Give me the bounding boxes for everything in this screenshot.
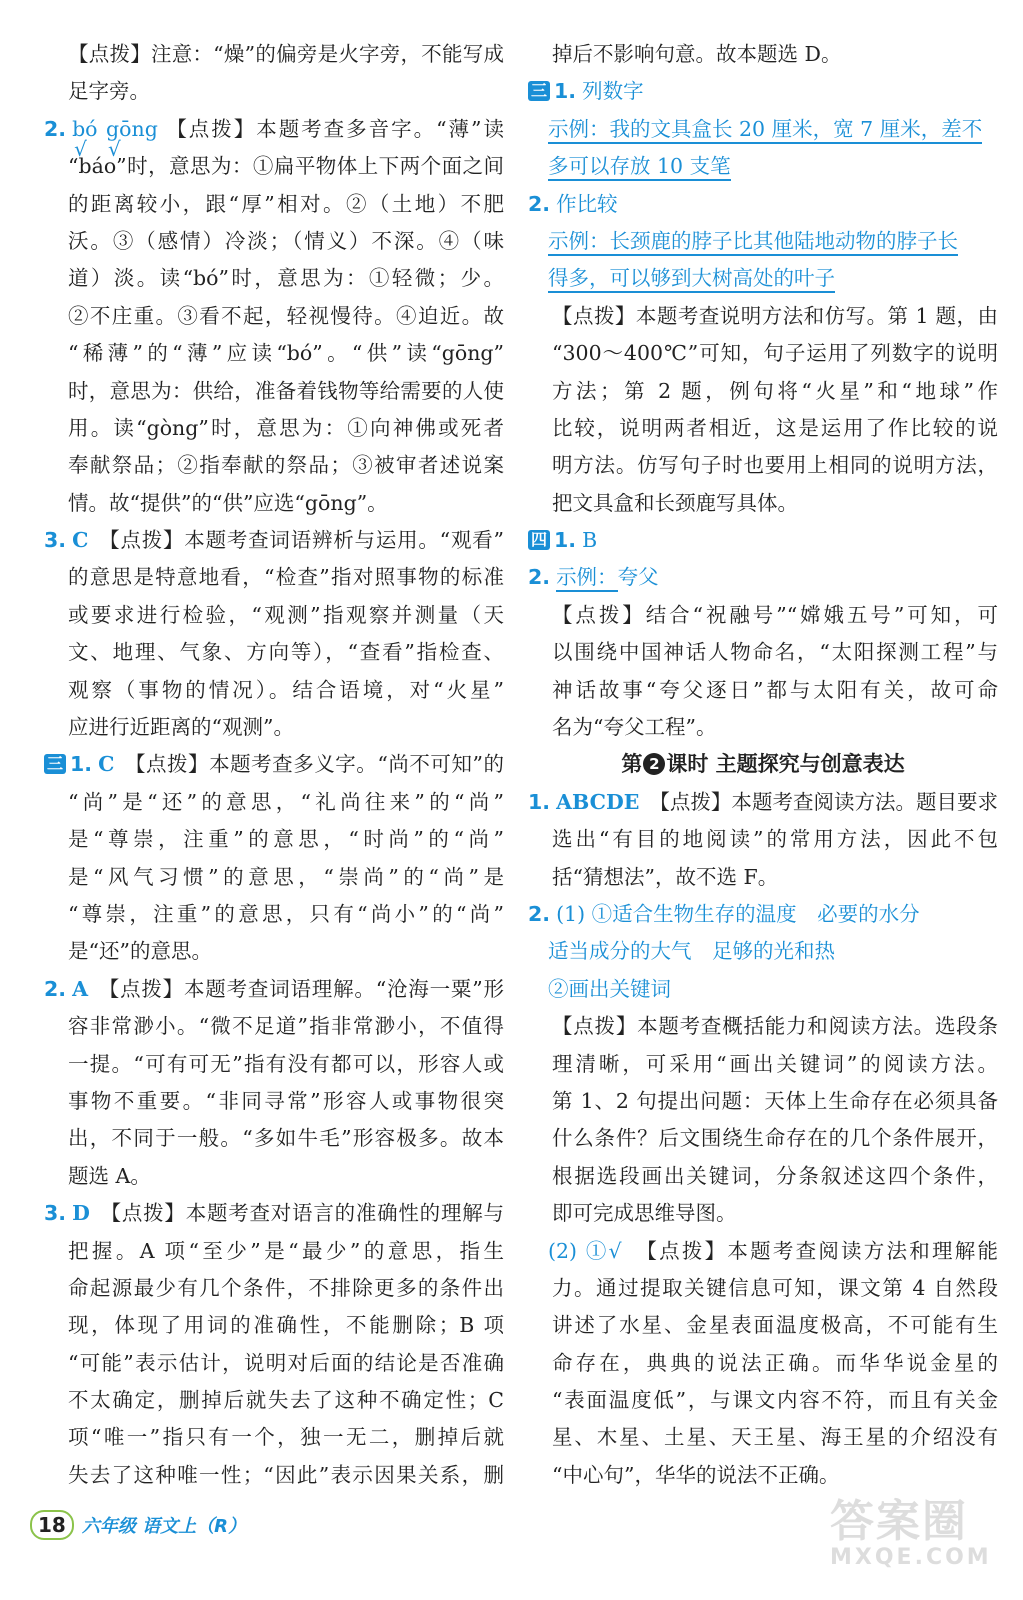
- explanation-text: 理清晰，可采用“画出关键词”的阅读方法。: [552, 1051, 998, 1076]
- answer-text: B: [582, 528, 598, 553]
- text-line: [44, 1195, 504, 1232]
- text-line: [528, 373, 998, 410]
- pinyin-answer: bó √: [72, 111, 97, 148]
- page-number: 18: [30, 1510, 74, 1540]
- explanation-text: “báo”时，意思为：①扁平物体上下两个面之间: [68, 154, 504, 179]
- explanation-text: 即可完成思维导图。: [552, 1201, 737, 1226]
- question-number: 2.: [528, 565, 551, 590]
- text-line: [44, 410, 504, 447]
- text-line: [528, 1195, 998, 1232]
- text-line: [528, 335, 998, 372]
- explanation-text: 命存在，典典的说法正确。而华华说金星的: [552, 1350, 998, 1375]
- text-line: [528, 260, 998, 297]
- text-line: [528, 933, 998, 970]
- explanation-text: 选出“有目的地阅读”的常用方法，因此不包: [552, 827, 998, 852]
- answer-text: ②画出关键词: [548, 976, 671, 1001]
- explanation-text: 方法；第 2 题，例句将“火星”和“地球”作: [552, 378, 998, 403]
- answer-choice: C: [72, 528, 89, 553]
- text-line: [44, 709, 504, 746]
- answer-choice: ABCDE: [556, 789, 640, 814]
- text-line: [44, 1307, 504, 1344]
- text-line: [528, 1120, 998, 1157]
- explanation-text: 【点拨】本题考查多义字。“尚不可知”的: [124, 752, 504, 777]
- text-line: [528, 634, 998, 671]
- explanation-text: 【点拨】本题考查对语言的准确性的理解与: [99, 1201, 504, 1226]
- text-line: [528, 859, 998, 896]
- text-line: [528, 73, 998, 110]
- text-line: [528, 821, 998, 858]
- text-line: [44, 1345, 504, 1382]
- question-number: 3.: [44, 528, 67, 553]
- text-line: [44, 1270, 504, 1307]
- text-line: [528, 784, 998, 821]
- explanation-text: 讲述了水星、金星表面温度极高，不可能有生: [552, 1313, 998, 1338]
- answer-choice: C: [98, 752, 115, 777]
- text-line: [528, 1382, 998, 1419]
- question-number: 2.: [528, 191, 551, 216]
- text-line: [44, 896, 504, 933]
- explanation-text: 应进行近距离的“观测”。: [68, 715, 294, 740]
- page-footer: [30, 1510, 246, 1540]
- text-line: [44, 73, 504, 110]
- text-line: [44, 821, 504, 858]
- text-line: [44, 1120, 504, 1157]
- explanation-text: 【点拨】本题考查说明方法和仿写。第 1 题，由: [552, 303, 998, 328]
- text-line: [528, 896, 998, 933]
- text-line: [528, 1233, 998, 1270]
- text-line: [44, 148, 504, 185]
- question-number: 2.: [44, 116, 67, 141]
- answer-text: 适当成分的大气 足够的光和热: [548, 939, 835, 964]
- example-label: 示例：: [548, 117, 610, 144]
- text-line: [528, 485, 998, 522]
- text-line: [44, 859, 504, 896]
- check-mark-icon: √: [108, 136, 121, 161]
- explanation-text: 事物不重要。“非同寻常”形容人或事物很突: [68, 1088, 504, 1113]
- text-line: [44, 335, 504, 372]
- check-mark-icon: √: [74, 136, 87, 161]
- explanation-text: 第 1、2 句提出问题：天体上生命存在必须具备: [552, 1088, 998, 1113]
- explanation-text: 【点拨】本题考查阅读方法。题目要求: [649, 789, 998, 814]
- explanation-text: 容非常渺小。“微不足道”指非常渺小，不值得: [68, 1014, 504, 1039]
- text-line: [44, 485, 504, 522]
- example-label: 示例：: [548, 229, 610, 256]
- explanation-text: 名为“夸父工程”。: [552, 715, 717, 740]
- text-line: [528, 1158, 998, 1195]
- explanation-text: 现，体现了用词的准确性，不能删除；B 项: [68, 1313, 504, 1338]
- explanation-text: 用。读“gòng”时，意思为：①向神佛或死者: [68, 415, 504, 440]
- text-line: [44, 111, 504, 161]
- explanation-text: 明方法。仿写句子时也要用上相同的说明方法，: [552, 453, 998, 478]
- explanation-text: 【点拨】本题考查词语理解。“沧海一粟”形: [97, 976, 504, 1001]
- question-number: 1.: [528, 789, 551, 814]
- text-line: [44, 1158, 504, 1195]
- text-line: [44, 1382, 504, 1419]
- question-number: 2.: [528, 901, 551, 926]
- text-line: [528, 522, 998, 559]
- lesson-title: 课时 主题探究与创意表达: [666, 752, 905, 777]
- text-line: [44, 447, 504, 484]
- question-number: 1.: [554, 528, 577, 553]
- text-line: [528, 559, 998, 596]
- answer-text: 长颈鹿的脖子比其他陆地动物的脖子长: [610, 229, 959, 256]
- explanation-text: 的距离较小，跟“厚”相对。②（土地）不肥: [68, 191, 504, 216]
- text-line: [44, 672, 504, 709]
- text-line: [44, 1046, 504, 1083]
- text-line: [528, 1345, 998, 1382]
- section-badge: 四: [528, 530, 550, 550]
- sub-question-number: (1): [556, 901, 592, 926]
- lesson-number-badge: 2: [643, 753, 665, 775]
- explanation-text: 题选 A。: [68, 1163, 151, 1188]
- text-line: [528, 1419, 998, 1456]
- text-line: [528, 709, 998, 746]
- explanation-text: 或要求进行检验，“观测”指观察并测量（天: [68, 602, 504, 627]
- answer-text: ①√: [585, 1238, 622, 1263]
- text-line: [44, 260, 504, 297]
- explanation-text: “稀薄”的“薄”应读“bó”。“供”读“gōng”: [68, 341, 504, 366]
- explanation-text: 【点拨】本题考查阅读方法和理解能: [646, 1238, 999, 1263]
- text-line: [44, 373, 504, 410]
- sub-question-number: (2): [548, 1238, 586, 1263]
- question-number: 1.: [70, 752, 93, 777]
- answer-text: 夸父: [617, 565, 659, 590]
- explanation-text: “可能”表示估计，说明对后面的结论是否准确: [68, 1350, 504, 1375]
- text-line: [44, 1457, 504, 1494]
- text-line: [44, 784, 504, 821]
- text-line: [44, 746, 504, 783]
- answer-text: 我的文具盒长 20 厘米，宽 7 厘米，差不: [610, 117, 983, 144]
- text-line: [44, 559, 504, 596]
- watermark-text: 答案圈: [830, 1496, 968, 1547]
- explanation-text: 失去了这种唯一性；“因此”表示因果关系，删: [68, 1462, 504, 1487]
- explanation-text: 出，不同于一般。“多如牛毛”形容极多。故本: [68, 1126, 504, 1151]
- answer-choice: D: [72, 1201, 90, 1226]
- explanation-text: 【点拨】结合“祝融号”“嫦娥五号”可知，可: [552, 602, 998, 627]
- explanation-text: 根据选段画出关键词，分条叙述这四个条件，: [552, 1163, 998, 1188]
- text-line: [528, 410, 998, 447]
- explanation-text: 是“还”的意思。: [68, 939, 212, 964]
- explanation-text: “中心句”，华华的说法不正确。: [552, 1462, 840, 1487]
- section-badge: 三: [44, 754, 66, 774]
- explanation-text: 【点拨】本题考查多音字。“薄”读: [166, 116, 504, 141]
- text-line: [528, 597, 998, 634]
- text-line: [528, 1270, 998, 1307]
- explanation-text: 星、木星、土星、天王星、海王星的介绍没有: [552, 1425, 998, 1450]
- text-line: [528, 672, 998, 709]
- explanation-text: 【点拨】注意：“燥”的偏旁是火字旁，不能写成: [68, 42, 504, 66]
- explanation-text: 以围绕中国神话人物命名，“太阳探测工程”与: [552, 640, 998, 665]
- explanation-text: 不太确定，删掉后就失去了这种不确定性；C: [68, 1388, 504, 1413]
- explanation-text: 括“猜想法”，故不选 F。: [552, 864, 779, 889]
- text-line: [528, 1307, 998, 1344]
- text-line: [44, 933, 504, 970]
- explanation-text: 足字旁。: [68, 79, 150, 104]
- text-line: [528, 223, 998, 260]
- explanation-text: 力。通过提取关键信息可知，课文第 4 自然段: [552, 1275, 998, 1300]
- pinyin-answer: gōng √: [106, 111, 158, 148]
- explanation-text: 把握。A 项“至少”是“最少”的意思，指生: [68, 1238, 504, 1263]
- text-line: [44, 597, 504, 634]
- text-line: [528, 971, 998, 1008]
- explanation-text: 观察（事物的情况）。结合语境，对“火星”: [68, 677, 504, 702]
- text-line: [528, 1083, 998, 1120]
- text-line: [528, 1046, 998, 1083]
- explanation-text: 什么条件？后文围绕生命存在的几个条件展开，: [552, 1126, 998, 1151]
- section-badge: 三: [528, 81, 550, 101]
- text-line: [44, 298, 504, 335]
- text-line: [528, 186, 998, 223]
- text-line: [44, 971, 504, 1008]
- explanation-text: “300～400℃”可知，句子运用了列数字的说明: [552, 341, 998, 366]
- explanation-text: ②不庄重。③看不起，轻视慢待。④迫近。故: [68, 303, 504, 328]
- text-line: [44, 1008, 504, 1045]
- explanation-text: “表面温度低”，与课文内容不符，而且有关金: [552, 1388, 998, 1413]
- text-line: [44, 223, 504, 260]
- explanation-text: 把文具盒和长颈鹿写具体。: [552, 490, 798, 515]
- example-label: 示例：: [556, 565, 618, 592]
- text-line: [528, 447, 998, 484]
- lesson-prefix: 第: [621, 752, 643, 777]
- question-number: 1.: [554, 79, 577, 104]
- explanation-text: 一提。“可有可无”指有没有都可以，形容人或: [68, 1051, 504, 1076]
- text-line: [44, 634, 504, 671]
- text-line: [528, 148, 998, 185]
- text-line: [44, 522, 504, 559]
- explanation-text: 时，意思为：供给，准备着钱物等给需要的人使: [68, 378, 504, 403]
- answer-choice: A: [72, 976, 88, 1001]
- explanation-text: 是“尊崇，注重”的意思，“时尚”的“尚”: [68, 827, 504, 852]
- question-number: 3.: [44, 1201, 67, 1226]
- explanation-text: 【点拨】本题考查词语辨析与运用。“观看”: [98, 528, 504, 553]
- book-title: 六年级 语文上（R）: [81, 1516, 246, 1537]
- left-column: [44, 36, 504, 1494]
- answer-text: 列数字: [582, 79, 644, 104]
- text-line: [528, 36, 998, 73]
- explanation-text: 奉献祭品；②指奉献的祭品；③被审者述说案: [68, 453, 504, 478]
- explanation-text: 的意思是特意地看，“检查”指对照事物的标准: [68, 565, 504, 590]
- explanation-text: 文、地理、气象、方向等），“查看”指检查、: [68, 640, 504, 665]
- explanation-text: 沃。③（感情）冷淡；（情义）不深。④（味: [68, 228, 504, 253]
- question-number: 2.: [44, 976, 67, 1001]
- explanation-text: 比较，说明两者相近，这是运用了作比较的说: [552, 415, 998, 440]
- explanation-text: 【点拨】本题考查概括能力和阅读方法。选段条: [552, 1014, 998, 1039]
- text-line: [44, 186, 504, 223]
- explanation-text: 神话故事“夸父逐日”都与太阳有关，故可命: [552, 677, 998, 702]
- text-line: [44, 36, 504, 73]
- answer-text: 多可以存放 10 支笔: [548, 154, 731, 181]
- right-column: [528, 36, 998, 1494]
- text-line: [528, 298, 998, 335]
- answer-text: 得多，可以够到大树高处的叶子: [548, 266, 835, 293]
- explanation-text: 情。故“提供”的“供”应选“gōng”。: [68, 490, 388, 515]
- answer-text: 作比较: [556, 191, 618, 216]
- watermark-logo: [830, 1485, 1010, 1595]
- text-line: [44, 1419, 504, 1456]
- lesson-heading: [528, 746, 998, 783]
- explanation-text: 命起源最少有几个条件，不排除更多的条件出: [68, 1275, 504, 1300]
- explanation-text: 道）淡。读“bó”时，意思为：①轻微；少。: [68, 266, 504, 291]
- watermark-url: MXQE.COM: [830, 1545, 992, 1570]
- explanation-text: “尚”是“还”的意思，“礼尚往来”的“尚”: [68, 789, 504, 814]
- text-line: [528, 111, 998, 148]
- answer-text: ①适合生物生存的温度 必要的水分: [591, 901, 920, 926]
- explanation-text: 掉后不影响句意。故本题选 D。: [552, 42, 842, 66]
- text-line: [528, 1008, 998, 1045]
- text-line: [44, 1083, 504, 1120]
- explanation-text: “尊崇，注重”的意思，只有“尚小”的“尚”: [68, 901, 504, 926]
- explanation-text: 是“风气习惯”的意思，“崇尚”的“尚”是: [68, 864, 504, 889]
- explanation-text: 项“唯一”指只有一个，独一无二，删掉后就: [68, 1425, 504, 1450]
- text-line: [44, 1233, 504, 1270]
